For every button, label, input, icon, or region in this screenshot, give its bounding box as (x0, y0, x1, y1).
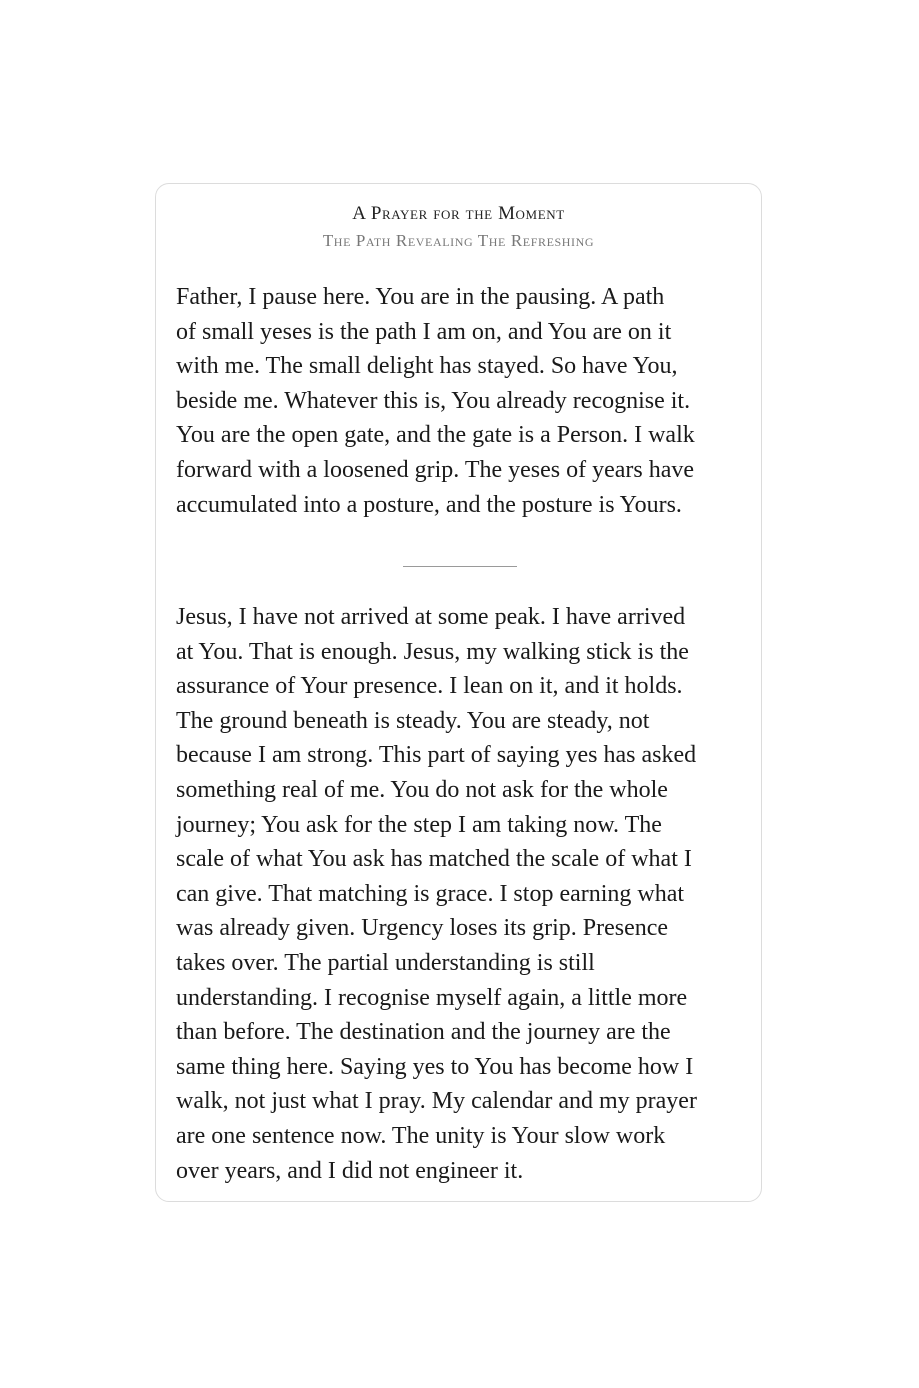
paragraph-line: because I am strong. This part of saying yes has asked (176, 742, 697, 769)
prayer-subtitle: The Path Revealing The Refreshing (322, 231, 595, 250)
paragraph-line: takes over. The partial understanding is still (176, 949, 595, 976)
prayer-paragraph-2 (176, 600, 746, 1188)
paragraph-line: over years, and I did not engineer it. (176, 1157, 524, 1184)
paragraph-line: walk, not just what I pray. My calendar and my prayer (176, 1088, 697, 1115)
paragraph-line: journey; You ask for the step I am taking now. The (176, 811, 662, 838)
paragraph-line: You are the open gate, and the gate is a Person. I walk (176, 422, 695, 449)
paragraph-line: was already given. Urgency loses its grip. Presence (176, 915, 669, 942)
paragraph-line: something real of me. You do not ask for the whole (176, 776, 668, 803)
paragraph-line: forward with a loosened grip. The yeses of years have (176, 456, 695, 483)
paragraph-line: of small yeses is the path I am on, and You are on it (176, 318, 672, 345)
section-divider (403, 566, 517, 567)
paragraph-line: can give. That matching is grace. I stop earning what (176, 880, 685, 907)
paragraph-line: accumulated into a posture, and the posture is Yours. (176, 491, 682, 518)
paragraph-line: are one sentence now. The unity is Your slow work (176, 1122, 666, 1149)
paragraph-line: Jesus, I have not arrived at some peak. I have arrived (176, 604, 686, 630)
prayer-header (156, 200, 761, 254)
paragraph-line: understanding. I recognise myself again, a little more (176, 984, 688, 1011)
paragraph-line: beside me. Whatever this is, You already recognise it. (176, 387, 691, 414)
prayer-paragraph-1 (176, 280, 746, 522)
paragraph-line: assurance of Your presence. I lean on it, and it holds. (176, 673, 683, 700)
paragraph-line: at You. That is enough. Jesus, my walking stick is the (176, 638, 689, 665)
paragraph-line: scale of what You ask has matched the scale of what I (176, 846, 692, 873)
prayer-card (155, 183, 762, 1202)
paragraph-line: The ground beneath is steady. You are steady, not (176, 707, 650, 734)
paragraph-line: with me. The small delight has stayed. So have You, (176, 353, 678, 380)
prayer-title: A Prayer for the Moment (352, 203, 565, 224)
paragraph-line: Father, I pause here. You are in the pausing. A path (176, 284, 665, 310)
paragraph-line: same thing here. Saying yes to You has become how I (176, 1053, 694, 1080)
paragraph-line: than before. The destination and the journey are the (176, 1019, 671, 1046)
